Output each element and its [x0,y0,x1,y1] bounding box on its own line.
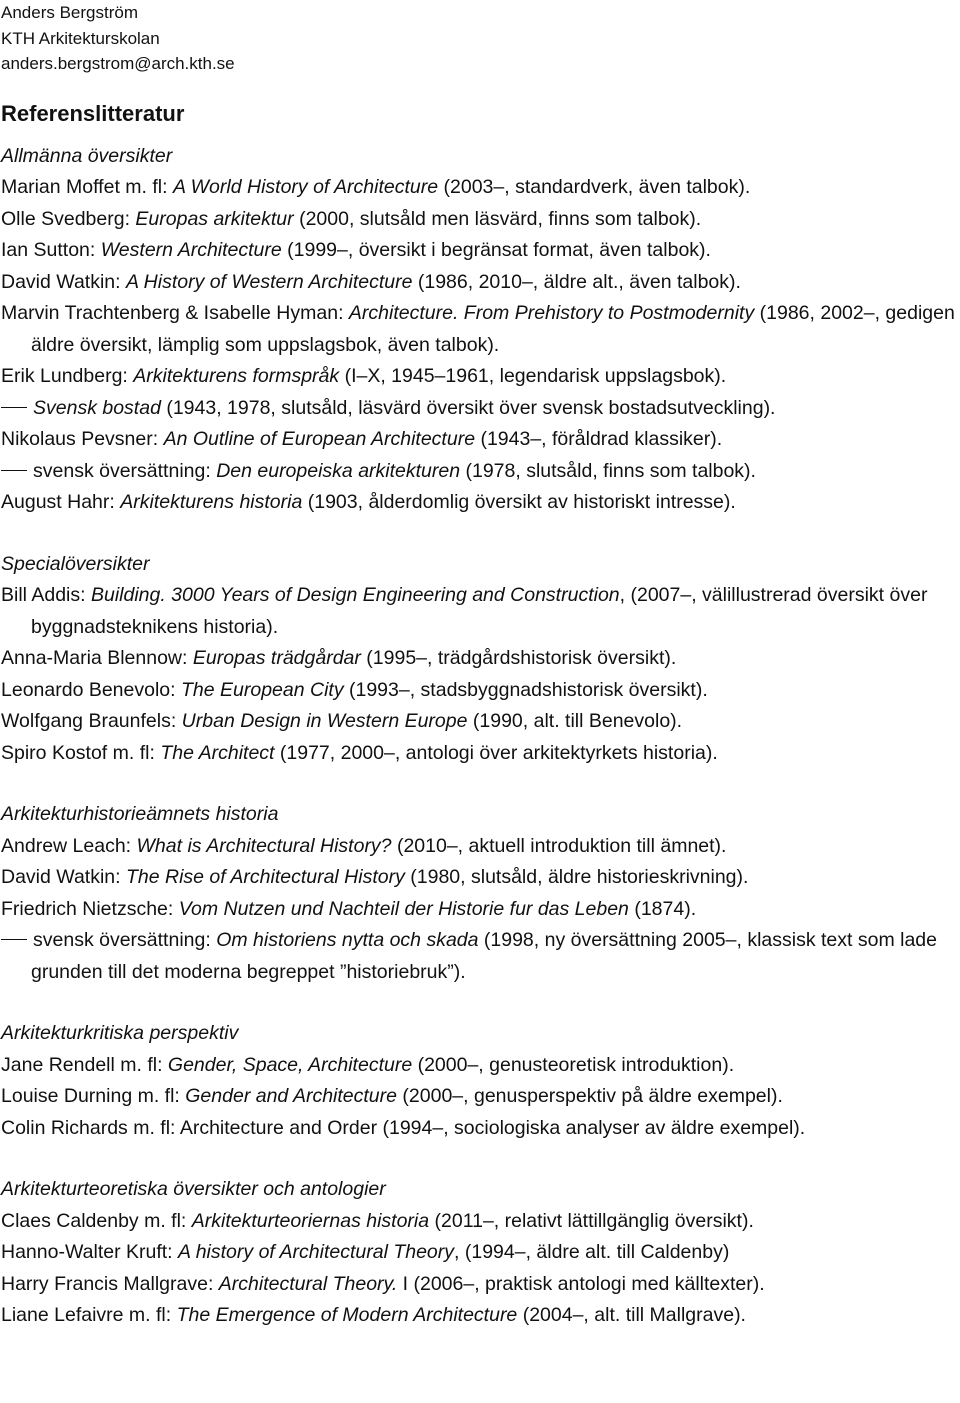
ditto-dash [1,470,27,471]
entry-note: (1986, 2002–, gedigen äldre översikt, lämplig som uppslagsbok, även talbok). [31,302,955,356]
entry-work-title: Urban Design in Western Europe [181,710,468,732]
reference-entry [1,361,960,393]
entry-author: Marian Moffet m. fl: [1,176,173,198]
entry-note: (1999–, översikt i begränsat format, även talbok). [281,239,711,261]
entry-note: (2000, slutsåld men läsvärd, finns som talbok). [293,207,702,230]
entry-work-title: Arkitekturens formspråk [133,365,340,387]
entry-author: Hanno-Walter Kruft: [1,1241,179,1263]
author-email: anders.bergstrom@arch.kth.se [1,54,235,73]
entry-author: Liane Lefaivre m. fl: [1,1304,177,1326]
reference-entry [1,1206,960,1238]
entry-work-title: A World History of Architecture [172,176,439,198]
entry-author: svensk översättning: [33,459,217,482]
reference-sections [1,141,960,1332]
reference-entry [1,1269,960,1301]
entry-work-title: Building. 3000 Years of Design Engineering and Construction [90,584,620,606]
entry-work-title: Arkitekturteoriernas historia [191,1209,430,1232]
entry-work-title: Europas trädgårdar [192,647,361,669]
reference-entry [1,487,960,519]
entry-work-title: Den europeiska arkitekturen [216,459,461,482]
entry-author: svensk översättning: [33,929,217,951]
entry-author: Bill Addis: [1,584,91,606]
entry-author: Claes Caldenby m. fl: [1,1209,192,1232]
reference-entry [1,456,960,488]
entry-note: (1993–, stadsbyggnadshistorisk översikt). [343,678,708,701]
entry-note: (I–X, 1945–1961, legendarisk uppslagsbok). [339,365,727,387]
entry-note: (2004–, alt. till Mallgrave). [517,1304,746,1326]
reference-entry [1,1113,960,1145]
reference-entry [1,643,960,675]
reference-section [1,549,960,770]
document-title: Referenslitteratur [1,100,185,126]
author-affiliation: KTH Arkitekturskolan [1,28,160,48]
reference-section [1,1174,960,1332]
reference-entry [1,831,960,863]
entry-author: Ian Sutton: [1,239,101,261]
entry-work-title: Architecture. From Prehistory to Postmodernity [348,302,755,324]
entry-author: Louise Durning m. fl: [1,1085,186,1107]
reference-entry [1,706,960,738]
entry-note: (1943–, föråldrad klassiker). [475,428,723,450]
entry-author: Colin Richards m. fl: [1,1116,180,1139]
entry-work-title: Arkitekturens historia [120,491,303,513]
section-title: Arkitekturhistorieämnets historia [1,803,279,825]
entry-work-title: The Architect [160,741,275,764]
entry-work-title: Gender and Architecture [185,1085,397,1107]
reference-entry [1,1081,960,1113]
reference-entry [1,1237,960,1269]
entry-note: (2011–, relativt lättillgänglig översikt). [429,1209,754,1232]
entry-author: Friedrich Nietzsche: [1,897,179,920]
entry-note: (1943, 1978, slutsåld, läsvärd översikt över svensk bostadsutveckling). [160,396,776,419]
reference-entry [1,267,960,299]
reference-entry [1,1050,960,1082]
reference-entry [1,675,960,707]
entry-author: Andrew Leach: [1,834,137,857]
ditto-dash [1,939,27,940]
reference-section [1,141,960,519]
reference-entry [1,393,960,425]
entry-note: (1986, 2010–, äldre alt., även talbok). [412,270,741,293]
reference-entry [1,925,960,988]
entry-note: (1990, alt. till Benevolo). [467,710,683,732]
entry-note: (2003–, standardverk, även talbok). [438,176,751,198]
entry-work-title: A history of Architectural Theory [178,1241,455,1263]
entry-note: I (2006–, praktisk antologi med källtexter). [397,1272,765,1295]
reference-entry [1,424,960,456]
entry-work-title: Om historiens nytta och skada [216,929,479,951]
reference-entry [1,172,960,204]
entry-author: Jane Rendell m. fl: [1,1053,168,1076]
entry-note: (1998, ny översättning 2005–, klassisk text som lade grunden till det moderna begreppet ”historiebruk”). [31,929,937,983]
section-title: Specialöversikter [1,552,150,575]
entry-author: Harry Francis Mallgrave: [1,1272,219,1295]
reference-entry [1,1300,960,1332]
section-title: Arkitekturteoretiska översikter och antologier [1,1178,386,1200]
entry-note: , (1994–, äldre alt. till Caldenby) [454,1241,730,1263]
entry-work-title: Western Architecture [100,239,282,261]
entry-author: August Hahr: [1,491,121,513]
reference-section [1,799,960,988]
entry-note: , (2007–, välillustrerad översikt över byggnadsteknikens historia). [31,584,928,638]
reference-entry [1,235,960,267]
entry-note: (1874). [628,897,697,920]
entry-author: David Watkin: [1,270,126,293]
entry-work-title: Europas arkitektur [135,207,294,230]
entry-work-title: Svensk bostad [33,396,161,419]
reference-entry [1,862,960,894]
entry-author: Anna-Maria Blennow: [1,647,193,669]
entry-note: Architecture and Order (1994–, sociologiska analyser av äldre exempel). [179,1116,806,1139]
entry-note: (1903, ålderdomlig översikt av historiskt intresse). [302,491,736,513]
entry-note: (1978, slutsåld, finns som talbok). [460,459,756,482]
entry-note: (1995–, trädgårdshistorisk översikt). [360,647,677,669]
entry-work-title: What is Architectural History? [136,834,392,857]
author-header [1,0,960,77]
entry-author: Marvin Trachtenberg & Isabelle Hyman: [1,302,349,324]
entry-note: (1977, 2000–, antologi över arkitektyrkets historia). [274,741,718,764]
entry-author: Erik Lundberg: [1,365,134,387]
author-name: Anders Bergström [1,3,138,22]
entry-work-title: Gender, Space, Architecture [167,1053,413,1076]
reference-entry [1,298,960,361]
entry-work-title: Vom Nutzen und Nachteil der Historie fur das Leben [178,897,629,920]
entry-note: (2010–, aktuell introduktion till ämnet). [391,834,727,857]
section-title: Arkitekturkritiska perspektiv [1,1022,239,1044]
reference-entry [1,580,960,643]
section-title: Allmänna översikter [1,144,173,167]
reference-entry [1,204,960,236]
entry-note: (2000–, genusperspektiv på äldre exempel). [397,1085,783,1107]
entry-author: Leonardo Benevolo: [1,678,181,701]
entry-author: David Watkin: [1,866,126,888]
entry-note: (1980, slutsåld, äldre historieskrivning). [404,866,749,888]
reference-section [1,1018,960,1144]
reference-entry [1,738,960,770]
entry-author: Nikolaus Pevsner: [1,428,164,450]
entry-author: Wolfgang Braunfels: [1,710,182,732]
reference-entry [1,894,960,926]
entry-work-title: Architectural Theory. [218,1272,398,1295]
ditto-dash [1,407,27,408]
entry-work-title: An Outline of European Architecture [163,428,476,450]
entry-note: (2000–, genusteoretisk introduktion). [412,1053,735,1076]
entry-work-title: The European City [180,678,344,701]
entry-author: Spiro Kostof m. fl: [1,741,161,764]
entry-work-title: The Emergence of Modern Architecture [176,1304,518,1326]
entry-work-title: A History of Western Architecture [125,270,413,293]
entry-work-title: The Rise of Architectural History [125,866,405,888]
entry-author: Olle Svedberg: [1,207,136,230]
